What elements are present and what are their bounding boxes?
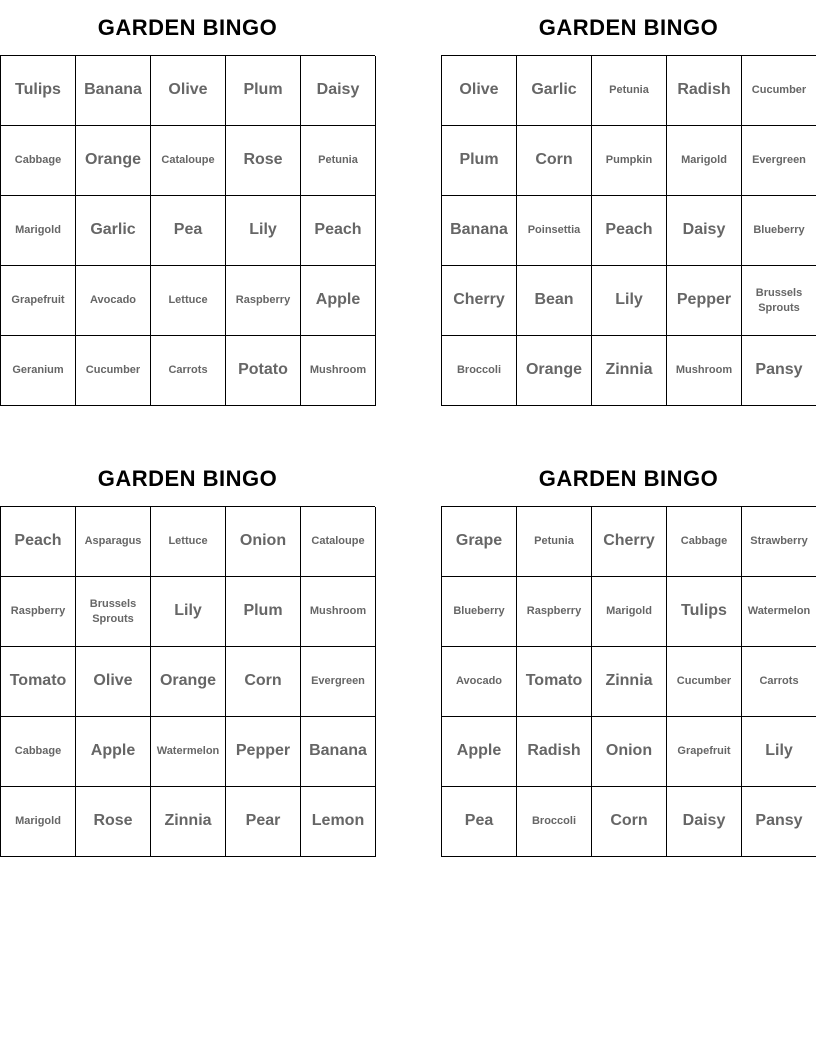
bingo-cell: Grapefruit [1,266,76,336]
bingo-cell: Grape [442,507,517,577]
bingo-cell: Peach [301,196,376,266]
bingo-cell: Daisy [667,196,742,266]
bingo-cell: Broccoli [517,787,592,857]
bingo-cell: Carrots [151,336,226,406]
bingo-cell: Pumpkin [592,126,667,196]
bingo-cell: Olive [76,647,151,717]
bingo-cell: Daisy [667,787,742,857]
bingo-card-4 [441,451,816,857]
bingo-cell: Orange [76,126,151,196]
bingo-cell: Corn [517,126,592,196]
bingo-cell: Raspberry [517,577,592,647]
bingo-cell: Petunia [592,56,667,126]
bingo-cell: Watermelon [151,717,226,787]
bingo-cell: Garlic [517,56,592,126]
card-title: GARDEN BINGO [538,15,719,40]
card-title: GARDEN BINGO [97,466,278,491]
bingo-cell: Marigold [667,126,742,196]
bingo-cell: Orange [517,336,592,406]
bingo-cell: Marigold [1,787,76,857]
bingo-card-3 [0,451,375,857]
bingo-cell: Lily [151,577,226,647]
bingo-cell: Broccoli [442,336,517,406]
bingo-cell: Peach [592,196,667,266]
bingo-cell: Radish [667,56,742,126]
bingo-cell: Poinsettia [517,196,592,266]
bingo-cell: Lettuce [151,507,226,577]
bingo-cell: Lily [592,266,667,336]
bingo-cell: Cataloupe [301,507,376,577]
bingo-cell: Corn [592,787,667,857]
bingo-cell: Cucumber [76,336,151,406]
bingo-cell: Geranium [1,336,76,406]
bingo-grid [0,55,375,406]
bingo-cell: Tulips [1,56,76,126]
bingo-cell: Petunia [301,126,376,196]
bingo-cell: Rose [76,787,151,857]
bingo-cell: Garlic [76,196,151,266]
bingo-cell: Mushroom [667,336,742,406]
bingo-cell: Raspberry [226,266,301,336]
bingo-card-1 [0,0,375,406]
bingo-cell: Onion [226,507,301,577]
bingo-cell: Pepper [667,266,742,336]
bingo-cell: Plum [226,577,301,647]
bingo-cell: Olive [151,56,226,126]
bingo-cell: Banana [442,196,517,266]
bingo-cell: Watermelon [742,577,816,647]
bingo-cell: Rose [226,126,301,196]
bingo-cell: Pepper [226,717,301,787]
bingo-cell: Tomato [517,647,592,717]
bingo-cell: Cabbage [1,717,76,787]
bingo-cell: Mushroom [301,577,376,647]
bingo-cell: Potato [226,336,301,406]
bingo-cell: Raspberry [1,577,76,647]
bingo-cell: Grapefruit [667,717,742,787]
bingo-cell: Avocado [442,647,517,717]
bingo-cell: Avocado [76,266,151,336]
bingo-cell: Pea [442,787,517,857]
bingo-cell: Orange [151,647,226,717]
bingo-cell: Mushroom [301,336,376,406]
bingo-cell: Pansy [742,787,816,857]
bingo-cell: Lily [742,717,816,787]
bingo-cell: Marigold [1,196,76,266]
bingo-cell: Cucumber [742,56,816,126]
bingo-cell: Carrots [742,647,816,717]
bingo-cell: Cabbage [1,126,76,196]
bingo-cell: Onion [592,717,667,787]
bingo-cell: Pear [226,787,301,857]
bingo-cell: Tulips [667,577,742,647]
bingo-cell: Peach [1,507,76,577]
bingo-cell: Pea [151,196,226,266]
bingo-grid [0,506,375,857]
bingo-cell: Cucumber [667,647,742,717]
bingo-cell: Brussels Sprouts [76,577,151,647]
bingo-cell: Apple [442,717,517,787]
bingo-cell: Plum [226,56,301,126]
bingo-cell: Plum [442,126,517,196]
bingo-cell: Blueberry [442,577,517,647]
bingo-cell: Zinnia [592,336,667,406]
bingo-cell: Apple [76,717,151,787]
bingo-cell: Cabbage [667,507,742,577]
bingo-cell: Blueberry [742,196,816,266]
bingo-cell: Marigold [592,577,667,647]
bingo-cell: Cherry [592,507,667,577]
bingo-cell: Bean [517,266,592,336]
bingo-card-2 [441,0,816,406]
bingo-grid [441,506,816,857]
bingo-cell: Corn [226,647,301,717]
bingo-cell: Pansy [742,336,816,406]
bingo-cell: Radish [517,717,592,787]
bingo-cell: Banana [76,56,151,126]
bingo-cell: Zinnia [592,647,667,717]
bingo-cell: Zinnia [151,787,226,857]
bingo-cell: Olive [442,56,517,126]
bingo-cell: Tomato [1,647,76,717]
bingo-cell: Daisy [301,56,376,126]
bingo-cell: Evergreen [301,647,376,717]
bingo-cell: Lily [226,196,301,266]
bingo-cell: Cataloupe [151,126,226,196]
bingo-cell: Apple [301,266,376,336]
bingo-cell: Lettuce [151,266,226,336]
bingo-cell: Cherry [442,266,517,336]
bingo-cell: Strawberry [742,507,816,577]
bingo-grid [441,55,816,406]
bingo-cell: Petunia [517,507,592,577]
card-title: GARDEN BINGO [97,15,278,40]
bingo-cell: Asparagus [76,507,151,577]
bingo-cell: Banana [301,717,376,787]
bingo-cell: Brussels Sprouts [742,266,816,336]
card-title: GARDEN BINGO [538,466,719,491]
bingo-cell: Lemon [301,787,376,857]
bingo-cell: Evergreen [742,126,816,196]
